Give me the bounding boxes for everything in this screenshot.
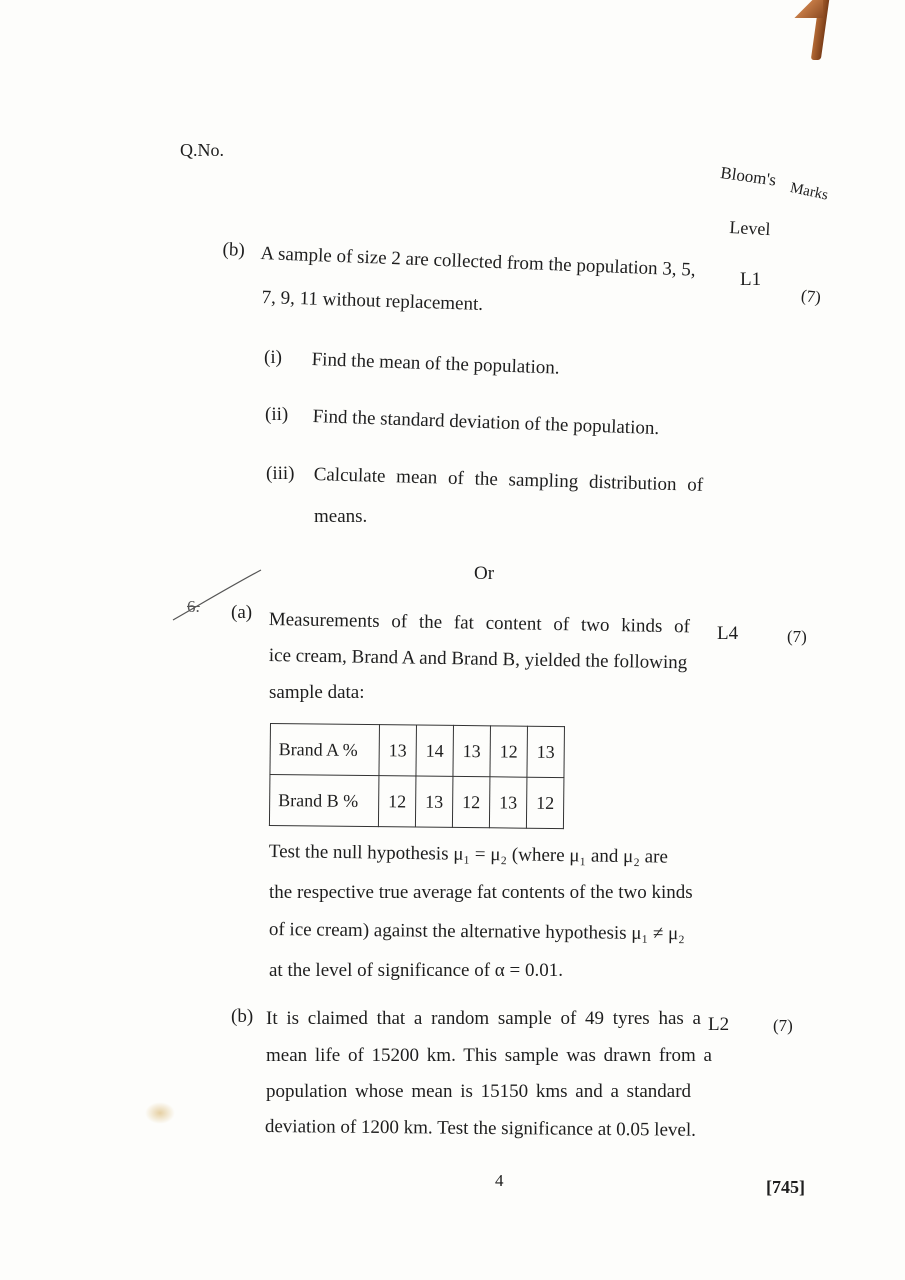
q6a-line1: Measurements of the fat content of two kinds of	[268, 609, 691, 638]
q5b-iii-label: (iii)	[266, 463, 295, 484]
page-number: 4	[495, 1171, 504, 1190]
q5b-level: L1	[740, 269, 762, 290]
q5b-ii-text: Find the standard deviation of the population.	[312, 406, 660, 440]
table-cell: 12	[452, 776, 490, 827]
q6a-after2: the respective true average fat contents of the two kinds	[269, 882, 693, 903]
q6b-line1: It is claimed that a random sample of 49 tyres has a	[266, 1008, 701, 1029]
q5b-line2: 7, 9, 11 without replacement.	[261, 287, 484, 315]
q6a-after1: Test the null hypothesis μ₁ = μ₂ (where μ₁ and μ₂ are	[268, 841, 668, 868]
paper-smudge	[145, 1102, 175, 1124]
paper-code: [745]	[766, 1177, 805, 1197]
q5b-line1: A sample of size 2 are collected from the population 3, 5,	[260, 243, 697, 281]
q6a-marks: (7)	[787, 627, 807, 646]
q5b-iii-text: Calculate mean of the sampling distribution of	[313, 464, 704, 496]
q6a-line3: sample data:	[269, 682, 365, 703]
q6b-label: (b)	[231, 1006, 254, 1027]
q5b-marks: (7)	[800, 286, 822, 307]
q6b-level: L2	[708, 1014, 730, 1035]
table-cell: 13	[415, 776, 453, 827]
table-cell: 13	[489, 777, 527, 828]
q6a-after4: at the level of significance of α = 0.01.	[269, 960, 563, 981]
table-cell: 13	[453, 725, 491, 776]
level-header: Level	[728, 217, 771, 240]
row-label: Brand B %	[269, 775, 379, 827]
table-cell: 14	[416, 725, 454, 776]
q6b-marks: (7)	[773, 1016, 793, 1035]
table-cell: 12	[490, 726, 528, 777]
table-cell: 13	[527, 726, 565, 777]
q6a-level: L4	[717, 623, 739, 644]
paper-corner-shadow	[793, 0, 823, 18]
q6b-line4: deviation of 1200 km. Test the significance at 0.05 level.	[264, 1116, 696, 1141]
fat-content-table	[269, 723, 565, 829]
marks-header: Marks	[788, 180, 830, 204]
table-row	[269, 775, 564, 829]
q6b-line3: population whose mean is 15150 kms and a standard	[266, 1081, 692, 1102]
q6a-label: (a)	[231, 602, 253, 623]
q6b-line2: mean life of 15200 km. This sample was drawn from a	[266, 1045, 712, 1066]
or-separator: Or	[474, 563, 495, 584]
q6a-line2: ice cream, Brand A and Brand B, yielded the following	[268, 645, 688, 674]
table-cell: 12	[526, 777, 564, 828]
q5b-i-text: Find the mean of the population.	[311, 349, 560, 379]
q6a-after3: of ice cream) against the alternative hypothesis μ₁ ≠ μ₂	[268, 919, 685, 945]
qno-header: Q.No.	[180, 140, 224, 160]
row-label: Brand A %	[270, 724, 380, 776]
table-cell: 12	[378, 776, 416, 827]
q6-number: 6.	[187, 597, 200, 616]
q5b-iii-text2: means.	[314, 506, 368, 527]
table-row	[270, 724, 565, 778]
table-cell: 13	[379, 725, 417, 776]
q5b-i-label: (i)	[264, 347, 282, 368]
blooms-header: Bloom's	[719, 163, 778, 190]
q5b-ii-label: (ii)	[265, 404, 289, 425]
q5b-label: (b)	[222, 239, 246, 261]
